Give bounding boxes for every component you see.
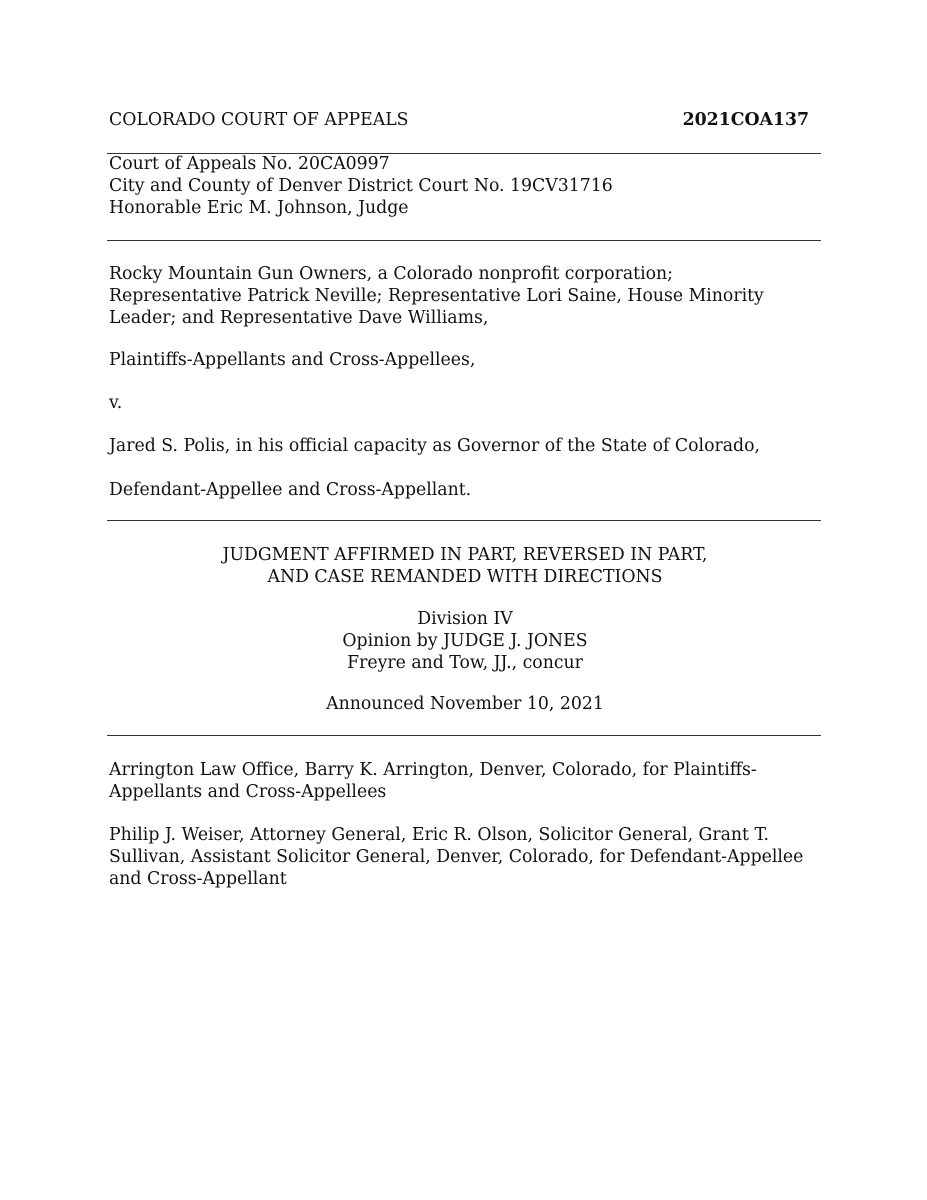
divider-rule (107, 735, 821, 736)
plaintiffs-line: Rocky Mountain Gun Owners, a Colorado nonprofit corporation; (109, 264, 674, 284)
counsel-line: Appellants and Cross-Appellees (109, 782, 387, 802)
document-header (109, 109, 821, 133)
disposition-line: JUDGMENT AFFIRMED IN PART, REVERSED IN PART, (222, 545, 708, 565)
concurring-judges: Freyre and Tow, JJ., concur (347, 653, 583, 673)
trial-judge: Honorable Eric M. Johnson, Judge (109, 198, 409, 218)
opinion-author: Opinion by JUDGE J. JONES (342, 631, 588, 651)
counsel-line: and Cross-Appellant (109, 869, 287, 889)
plaintiffs-role: Plaintiffs-Appellants and Cross-Appellees, (109, 350, 476, 370)
defendant-counsel (109, 824, 803, 890)
division: Division IV (417, 609, 513, 629)
plaintiffs-line: Representative Patrick Neville; Representative Lori Saine, House Minority (109, 286, 764, 306)
announced-date: Announced November 10, 2021 (326, 694, 604, 714)
disposition-block (109, 544, 821, 588)
counsel-line: Sullivan, Assistant Solicitor General, Denver, Colorado, for Defendant-Appellee (109, 847, 804, 867)
plaintiffs-block (109, 263, 764, 329)
district-court-number: City and County of Denver District Court No. 19CV31716 (109, 176, 613, 196)
plaintiffs-counsel (109, 759, 757, 803)
counsel-line: Philip J. Weiser, Attorney General, Eric R. Olson, Solicitor General, Grant T. (109, 825, 769, 845)
court-name: COLORADO COURT OF APPEALS (109, 110, 409, 130)
divider-rule (107, 240, 821, 241)
defendant-name: Jared S. Polis, in his official capacity as Governor of the State of Colorado, (109, 436, 761, 456)
divider-rule (107, 520, 821, 521)
case-info-block (109, 153, 613, 219)
document-page (109, 0, 821, 1200)
disposition-line: AND CASE REMANDED WITH DIRECTIONS (267, 567, 663, 587)
plaintiffs-line: Leader; and Representative Dave Williams, (109, 308, 489, 328)
citation: 2021COA137 (682, 110, 809, 130)
panel-block (109, 608, 821, 674)
versus: v. (109, 393, 123, 413)
counsel-line: Arrington Law Office, Barry K. Arrington, Denver, Colorado, for Plaintiffs- (109, 760, 757, 780)
defendant-role: Defendant-Appellee and Cross-Appellant. (109, 480, 472, 500)
appeal-number: Court of Appeals No. 20CA0997 (109, 154, 390, 174)
